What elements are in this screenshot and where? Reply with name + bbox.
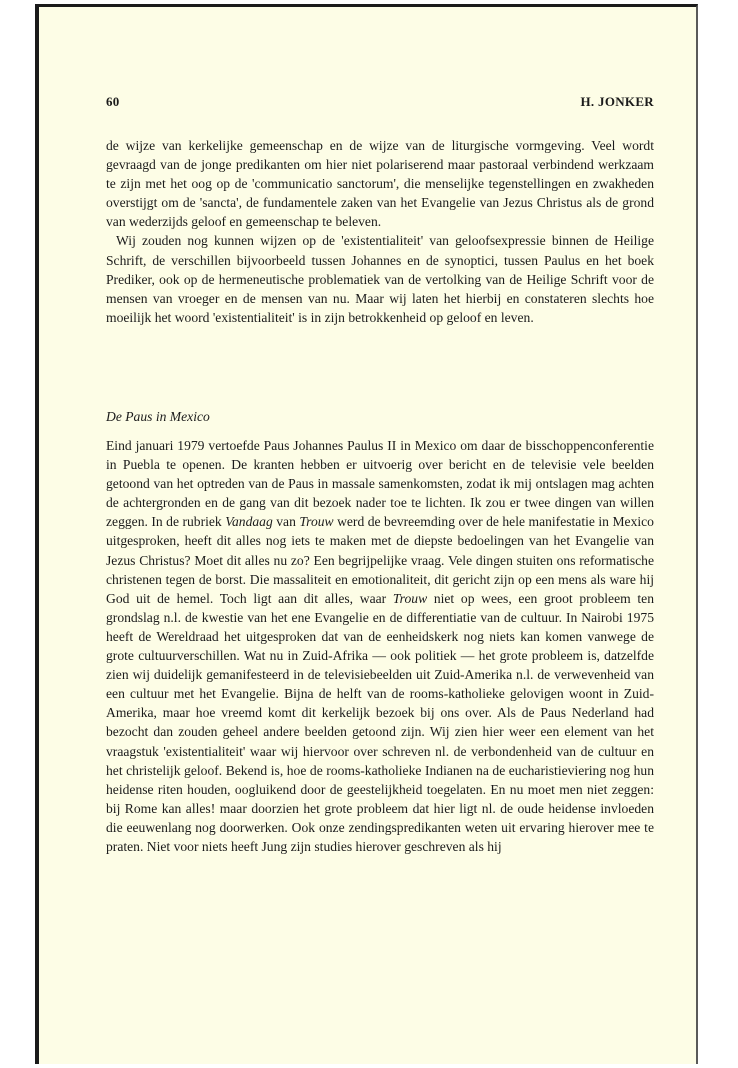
running-header [106, 94, 654, 110]
newspaper-trouw-second: Trouw [392, 590, 428, 606]
section-heading: De Paus in Mexico [106, 409, 210, 424]
rubric-vandaag: Vandaag [225, 514, 273, 530]
body-text-part3: werd de bevreemding over de hele manifestatie in Mexico uitgesproken, heeft dit alles nog iets te maken met de diepste bedoelingen van het Evangelie van Jezus Christus? Moet dit alles nu zo? Een begrijpelijke vraag. Vele dingen stuiten ons reformatische christenen tegen de borst. Die massaliteit en emotionaliteit, dit gericht zijn op een mens als ware hij God uit de hemel. Toch ligt aan dit alles, waar [106, 514, 654, 606]
body-text-part4: niet op wees, een groot probleem ten grondslag n.l. de kwestie van het ene Evangelie en de differentiatie van de cultuur. In Nairobi 1975 heeft de Wereldraad het uitgesproken dat van de eenheidskerk nog niets kan komen vanwege de grote cultuurverschillen. Wat nu in Zuid-Afrika — ook politiek — het grote probleem is, datzelfde zien wij duidelijk gemanifesteerd in de televisiebeelden uit Zuid-Amerika n.l. de verwevenheid van een cultuur met het Evangelie. Bijna de helft van de rooms-katholieke gelovigen woont in Zuid-Amerika, maar hoe vreemd komt dit kerkelijk bezoek bij ons over. Als de Paus Nederland had bezocht dan zouden geheel andere beelden getoond zijn. Wij zien hier weer een element van het vraagstuk 'existentialiteit' waar wij hiervoor over schreven nl. de verbondenheid van de cultuur en het christelijk geloof. Bekend is, hoe de rooms-katholieke Indianen na de eucharistieviering nog hun heidense riten houden, oogluikend door de geestelijkheid toegelaten. En nu moet men niet zeggen: bij Rome kan alles! maar doorzien het grote probleem dat hier ligt nl. de oude heidense invloeden die eeuwenlang nog doorwerken. Ook onze zendingspredikanten weten uit ervaring hierover mee te praten. Niet voor niets heeft Jung zijn studies hierover geschreven als hij [106, 590, 654, 854]
running-author: H. JONKER [580, 94, 654, 109]
section-body [106, 436, 654, 856]
paragraph-communio: de wijze van kerkelijke gemeenschap en de wijze van de liturgische vormgeving. Veel wordt gevraagd van de jonge predikanten om hier niet polariserend maar pastoraal verbindend werkzaam te zijn met het oog op de 'communicatio sanctorum', die menselijke tegenstellingen en zwakheden overstijgt om de 'sancta', de fundamentele zaken van het Evangelie van Jezus Christus als de grond van wederzijds geloof en gemeenschap te beleven. [106, 138, 654, 230]
paragraph-paus-in-mexico [106, 436, 654, 856]
paragraph-existentialiteit: Wij zouden nog kunnen wijzen op de 'existentialiteit' van geloofsexpressie binnen de Heilige Schrift, de verschillen bijvoorbeeld tussen Johannes en de synoptici, tussen Paulus en het boek Prediker, ook op de hermeneutische problematiek van de vertolking van de Heilige Schrift voor de mensen van vroeger en de mensen van nu. Maar wij laten het hierbij en constateren slechts hoe moeilijk het woord 'existentialiteit' is in zijn betrokkenheid op geloof en leven. [106, 233, 654, 325]
page-number: 60 [106, 94, 120, 109]
body-text-part2: van [272, 514, 300, 530]
newspaper-trouw: Trouw [299, 514, 334, 530]
intro-text [106, 136, 654, 327]
body-text-part1: Eind januari 1979 vertoefde Paus Johannes Paulus II in Mexico om daar de bisschoppenconferentie in Puebla te openen. De kranten hebben er uitvoerig over bericht en de televisie vele beelden getoond van het optreden van de Paus in massale samenkomsten, zodat ik mij ontslagen mag achten de achtergronden en de gang van dit bezoek nader toe te lichten. Ik zou er twee dingen van willen zeggen. In de rubriek [106, 438, 654, 530]
